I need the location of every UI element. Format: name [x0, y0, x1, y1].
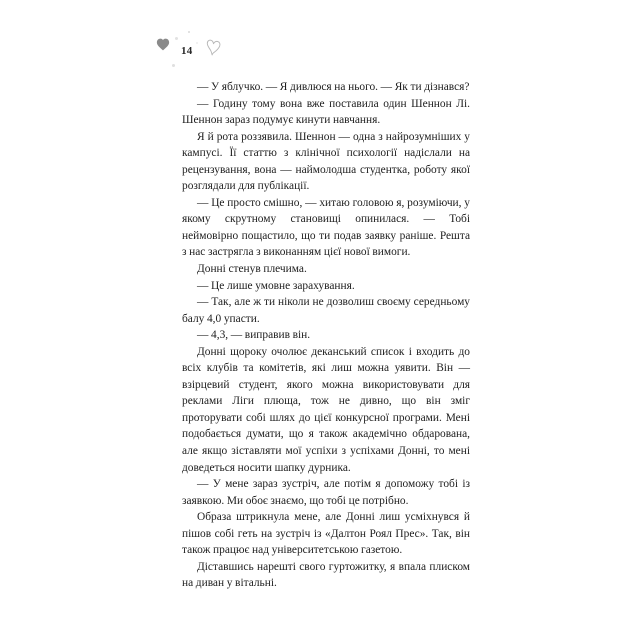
paragraph: — Так, але ж ти ніколи не дозволиш своєму середньому балу 4,0 упасти.: [182, 296, 470, 325]
decorative-dot: [196, 42, 198, 44]
decorative-dot: [172, 64, 175, 67]
paragraph: — Це просто смішно, — хитаю головою я, розуміючи, у якому скрутному становищі опинилася. — Тобі неймовірно пощастило, що ти подав заявку раніше. Решта з нас застрягла з виконанням цієї нової вимоги.: [182, 196, 470, 259]
paragraph: Донні щороку очолює деканський список і входить до всіх клубів та комітетів, які лиш можна уявити. Він — взірцевий студент, якого можна використовувати для реклами Ліги плюща, тож не дивно, що він зміг проторувати собі шлях до цієї конкурсної програми. Мені подобається думати, що я також академічно обдарована, але якщо зіставляти мої успіхи з успіхами Донні, то мені доведеться носити шапку дурника.: [182, 345, 470, 474]
paragraph: — 4,3, — виправив він.: [197, 329, 311, 342]
page-number: 14: [181, 45, 193, 57]
paragraph: Донні стенув плечима.: [197, 263, 307, 276]
page-header-folio: [150, 28, 280, 74]
heart-solid-icon: [155, 36, 171, 52]
paragraph: Я й рота роззявила. Шеннон — одна з найрозумніших у кампусі. Її статтю з клінічної психології надіслали на рецензування, вона — наймолодша студентка, роботу якої розглядали для публікації.: [182, 130, 470, 193]
paragraph: Образа штрикнула мене, але Донні лиш усміхнувся й пішов собі геть на зустріч із «Далтон Роял Прес». Так, він також працює над університетською газетою.: [182, 511, 470, 557]
heart-outline-icon: [202, 36, 226, 60]
decorative-dot: [188, 31, 190, 33]
paragraph: Дiставшись нарештi свого гуртожитку, я впала плиском на диван у вiтальнi.: [182, 560, 470, 590]
decorative-dot: [175, 37, 178, 40]
body-text-block: [182, 79, 470, 592]
paragraph: — У яблучко. — Я дивлюся на нього. — Як ти дізнався?: [197, 81, 470, 93]
paragraph: — Це лише умовне зарахування.: [197, 279, 355, 292]
paragraph: — У мене зараз зустріч, але потім я допоможу тобі із заявкою. Ми обоє знаємо, що тобі це потрібно.: [182, 478, 470, 507]
paragraph: — Годину тому вона вже поставила один Шеннон Лі. Шеннон зараз подумує кинути навчання.: [182, 97, 470, 127]
